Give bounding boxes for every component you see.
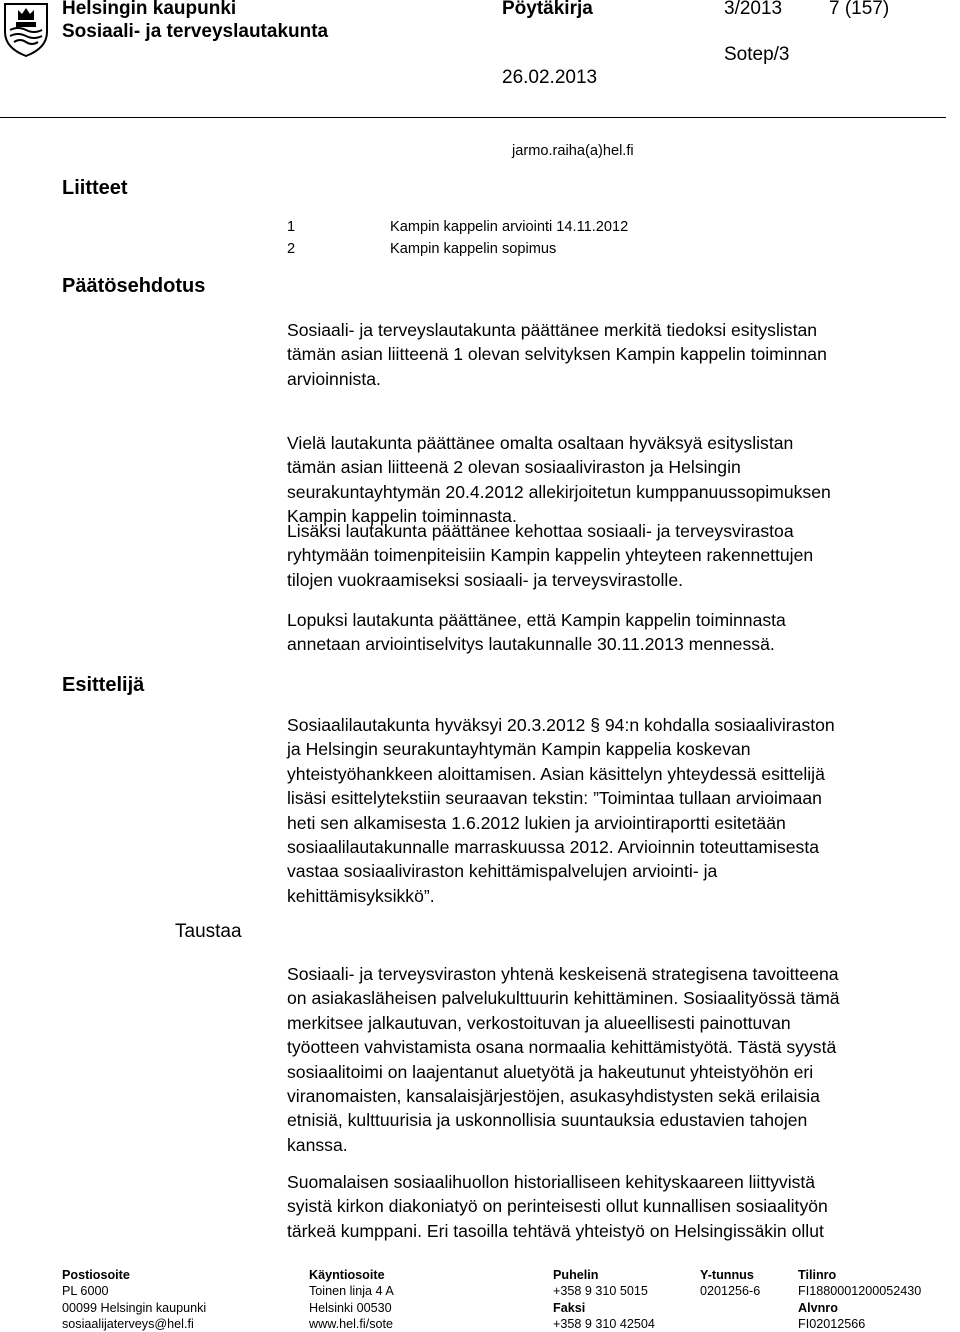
document-type: Pöytäkirja [502, 0, 593, 19]
footer-tilinro-label: Tilinro [798, 1268, 837, 1282]
footer-faksi-value: +358 9 310 42504 [553, 1316, 655, 1331]
footer-alvnro-value: FI02012566 [798, 1316, 866, 1331]
attachment-2-number: 2 [287, 241, 296, 257]
footer-tilinro-value: FI1880001200052430 [798, 1284, 922, 1299]
footer-kayntiosoite [309, 1267, 394, 1332]
heading-paatosehdotus: Päätösehdotus [62, 275, 206, 297]
footer-puhelin-label: Puhelin [553, 1268, 599, 1282]
footer-postiosoite-line: PL 6000 [62, 1284, 109, 1299]
section-code: Sotep/3 [724, 44, 790, 65]
background-paragraph-1: Sosiaalilautakunta hyväksyi 20.3.2012 § 94:n kohdalla sosiaaliviraston ja Helsingin seurakuntayhtymän Kampin kappelia koskevan yhteistyöhankkeen aloittamisen. Asian käsittelyn yhteydessä esittelijä lisäsi esittelytekstiin seuraavan tekstin: ”Toimintaa tullaan arvioimaan heti sen alkamisesta 1.6.2012 lukien ja arviointiraportti esitetään sosiaalilautakunnalle marraskuussa 2012. Arvioinnin toteuttamisesta vastaa sosiaaliviraston kehittämispalvelujen arviointi- ja kehittämisyksikkö”. [287, 715, 835, 906]
header-divider [0, 117, 946, 118]
footer-kayntiosoite-label: Käyntiosoite [309, 1268, 385, 1282]
footer-puhelin-value: +358 9 310 5015 [553, 1284, 648, 1299]
attachment-1-number: 1 [287, 219, 296, 235]
footer-website: www.hel.fi/sote [309, 1316, 393, 1331]
footer-postiosoite [62, 1267, 206, 1332]
org-name: Helsingin kaupunki [62, 0, 237, 19]
footer-faksi-label: Faksi [553, 1300, 586, 1315]
footer-kayntiosoite-line: Helsinki 00530 [309, 1300, 392, 1315]
heading-liitteet: Liitteet [62, 177, 128, 199]
background-paragraph-2: Sosiaali- ja terveysviraston yhtenä keskeisenä strategisena tavoitteena on asiakasläheisen palvelukulttuurin kehittäminen. Sosiaalityössä tämä merkitsee jalkautuvan, verkostoituvan ja alueellisesti painottuvan työotteen vahvistamista osana normaalia kehittämistyötä. Tästä syystä sosiaalitoimi on laajentanut aluetyötä ja hakeutunut yhteistyöhön eri viranomaisten, kansalaisjärjestöjen, asukasyhdistysten sekä erilaisia etnisiä, kulttuurisia ja uskonnollisia suuntauksia edustavien tahojen kanssa. [287, 964, 840, 1155]
footer-postiosoite-label: Postiosoite [62, 1268, 130, 1282]
background-paragraph-3: Suomalaisen sosiaalihuollon historialliseen kehityskaareen liittyvistä syistä kirkon diakoniatyö on perinteisesti ollut kunnallisen sosiaalityön tärkeä kumppani. Eri tasoilla tehtävä yhteistyö on Helsingissäkin ollut [287, 1172, 828, 1241]
footer-ytunnus [700, 1267, 760, 1300]
proposal-paragraph-3: Lisäksi lautakunta päättänee kehottaa sosiaali- ja terveysvirastoa ryhtymään toimenpiteisiin Kampin kappelin yhteyteen rakennettujen tilojen vuokraamiseksi sosiaali- ja terveysvirastolle. [287, 521, 814, 590]
footer-kayntiosoite-line: Toinen linja 4 A [309, 1284, 394, 1299]
contact-email: jarmo.raiha(a)hel.fi [512, 143, 634, 159]
heading-taustaa: Taustaa [175, 921, 242, 942]
document-date: 26.02.2013 [502, 67, 598, 88]
footer-ytunnus-label: Y-tunnus [700, 1268, 754, 1282]
department-name: Sosiaali- ja terveyslautakunta [62, 21, 329, 42]
footer-postiosoite-line: 00099 Helsingin kaupunki [62, 1300, 207, 1315]
footer-accounts [798, 1267, 921, 1332]
proposal-paragraph-2: Vielä lautakunta päättänee omalta osaltaan hyväksyä esityslistan tämän asian liitteenä 2 olevan sosiaaliviraston ja Helsingin seurakuntayhtymän 20.4.2012 allekirjoitetun kumppanuussopimuksen Kampin kappelin toiminnasta. [287, 433, 831, 527]
city-crest-icon [0, 0, 52, 58]
footer-phone-fax [553, 1267, 655, 1332]
footer-ytunnus-value: 0201256-6 [700, 1284, 761, 1299]
proposal-paragraph-1: Sosiaali- ja terveyslautakunta päättänee merkitä tiedoksi esityslistan tämän asian liitteenä 1 olevan selvityksen Kampin kappelin toiminnan arvioinnista. [287, 320, 827, 389]
footer-email: sosiaalijaterveys@hel.fi [62, 1316, 194, 1331]
document-number: 3/2013 [724, 0, 783, 19]
attachment-2-title: Kampin kappelin sopimus [390, 241, 557, 257]
footer-alvnro-label: Alvnro [798, 1300, 838, 1315]
attachment-1-title: Kampin kappelin arviointi 14.11.2012 [390, 219, 629, 235]
proposal-paragraph-4: Lopuksi lautakunta päättänee, että Kampin kappelin toiminnasta annetaan arviointiselvitys lautakunnalle 30.11.2013 mennessä. [287, 610, 786, 655]
heading-esittelija: Esittelijä [62, 674, 145, 696]
page-number: 7 (157) [829, 0, 890, 19]
